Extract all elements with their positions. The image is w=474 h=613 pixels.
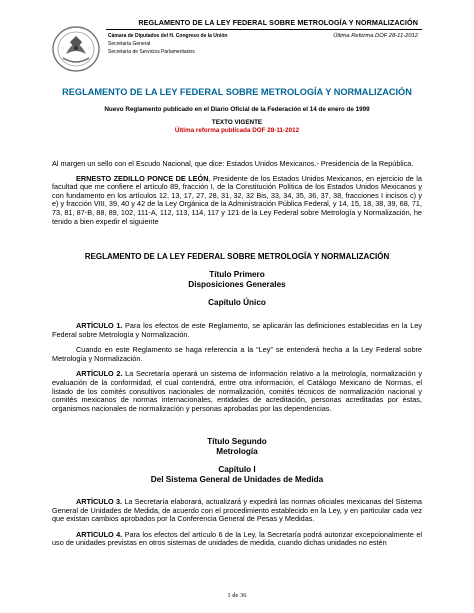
article-1 <box>52 322 422 339</box>
header-secretariat: Secretaría General <box>108 41 151 47</box>
president-name: ERNESTO ZEDILLO PONCE DE LEÓN <box>76 173 209 183</box>
article-4-text: Para los efectos del artículo 6 de la Ley, la Secretaría podrá autorizar excepcionalmente el uso de unidades previstas en otros sistemas de unidades de medida, cuando dichas unidades no estén <box>52 530 422 548</box>
sistema-general-heading: Del Sistema General de Unidades de Medida <box>150 474 324 484</box>
header-services: Secretaría de Servicios Parlamentarios <box>108 49 195 55</box>
preamble-block <box>52 160 422 226</box>
article-2 <box>52 370 422 413</box>
header-divider <box>106 29 422 30</box>
header-last-reform: Última Reforma DOF 28-11-2012 <box>333 33 418 39</box>
capitulo-i: Capítulo I <box>218 465 256 475</box>
article-2-text: La Secretaría operará un sistema de información relativo a la metrología, normalización y evaluación de la conformidad, el cual contendrá, entre otra información, el Catálogo Mexicano de Normas, el listado de los comités consultivos nacionales de normalización, comités técnicos de normalización nacional y comités mexicanos de normas internacionales, entidades de acreditación, personas acreditadas por éstas, organismos nacionales de normalización y personas aprobadas por las dependencias. <box>52 369 422 413</box>
second-title-block <box>52 253 422 262</box>
article-1-label: ARTÍCULO 1. <box>76 321 123 330</box>
disposiciones-generales: Disposiciones Generales <box>188 279 286 289</box>
titulo-segundo: Título Segundo <box>207 437 267 446</box>
texto-vigente: TEXTO VIGENTE <box>211 118 263 126</box>
preamble-text: Al margen un sello con el Escudo Nacional, que dice: Estados Unidos Mexicanos.- Presidencia de la República. <box>52 159 414 168</box>
second-title: REGLAMENTO DE LA LEY FEDERAL SOBRE METROLOGÍA Y NORMALIZACIÓN <box>84 252 390 261</box>
document-title: REGLAMENTO DE LA LEY FEDERAL SOBRE METROLOGÍA Y NORMALIZACIÓN <box>62 87 412 97</box>
article-2-label: ARTÍCULO 2. <box>76 369 123 379</box>
header-chamber: Cámara de Diputados del H. Congreso de la Unión <box>108 33 228 39</box>
page-number: 1 de 36 <box>227 592 247 599</box>
titulo-primero-block <box>52 270 422 308</box>
metrologia-heading: Metrología <box>216 446 258 456</box>
capitulo-unico: Capítulo Único <box>208 298 266 308</box>
article-3-label: ARTÍCULO 3. <box>76 497 123 506</box>
president-text: , Presidente de los Estados Unidos Mexicanos, en ejercicio de la facultad que me confiere el artículo 89, fracción I, de la Constitución Política de los Estados Unidos Mexicanos y con fundamento en los artículos 12, 13, 17, 27, 28, 31, 32, 32 Bis, 33, 34, 35, 36, 37, 38, fracciones I incisos c) y e) y fracción VIII, 39, 40 y 42 de la Ley Orgánica de la Administración Pública Federal, y 14, 15, 18, 38, 39, 68, 71, 73, 81, 87-B, 88, 89, 102, 111-A, 112, 113, 114, 117 y 121 de la Ley Federal sobre Metrología y Normalización, he tenido a bien expedir el siguiente <box>52 173 422 226</box>
article-1-paragraph-2: Cuando en este Reglamento se haga referencia a la “Ley” se entenderá hecha a la Ley Federal sobre Metrología y Normalización. <box>52 345 422 363</box>
ultima-reforma: Última reforma publicada DOF 28-11-2012 <box>174 127 300 135</box>
publication-block <box>52 106 422 136</box>
articles-3-4 <box>52 498 422 548</box>
titulo-primero: Título Primero <box>209 270 265 279</box>
article-4-label: ARTÍCULO 4. <box>76 530 123 539</box>
article-4 <box>52 531 422 548</box>
article-1-text: Para los efectos de este Reglamento, se aplicarán las definiciones establecidas en la Ley Federal sobre Metrología y Normalización. <box>52 321 422 339</box>
article-3 <box>52 498 422 524</box>
coat-of-arms-icon <box>50 24 102 74</box>
article-3-text: La Secretaría elaborará, actualizará y expedirá las normas oficiales mexicanas del Sistema General de Unidades de Medida, de acuerdo con el procedimiento establecido en la Ley, y en particular cada vez que existan cambios aprobados por la Conferencia General de Pesas y Medidas. <box>52 497 422 524</box>
titulo-segundo-block <box>52 437 422 484</box>
publication-note: Nuevo Reglamento publicado en el Diario Oficial de la Federación el 14 de enero de 1999 <box>104 106 370 113</box>
president-paragraph <box>52 175 422 227</box>
articles-1-2 <box>52 322 422 413</box>
header-title: REGLAMENTO DE LA LEY FEDERAL SOBRE METROLOGÍA Y NORMALIZACIÓN <box>138 18 418 27</box>
